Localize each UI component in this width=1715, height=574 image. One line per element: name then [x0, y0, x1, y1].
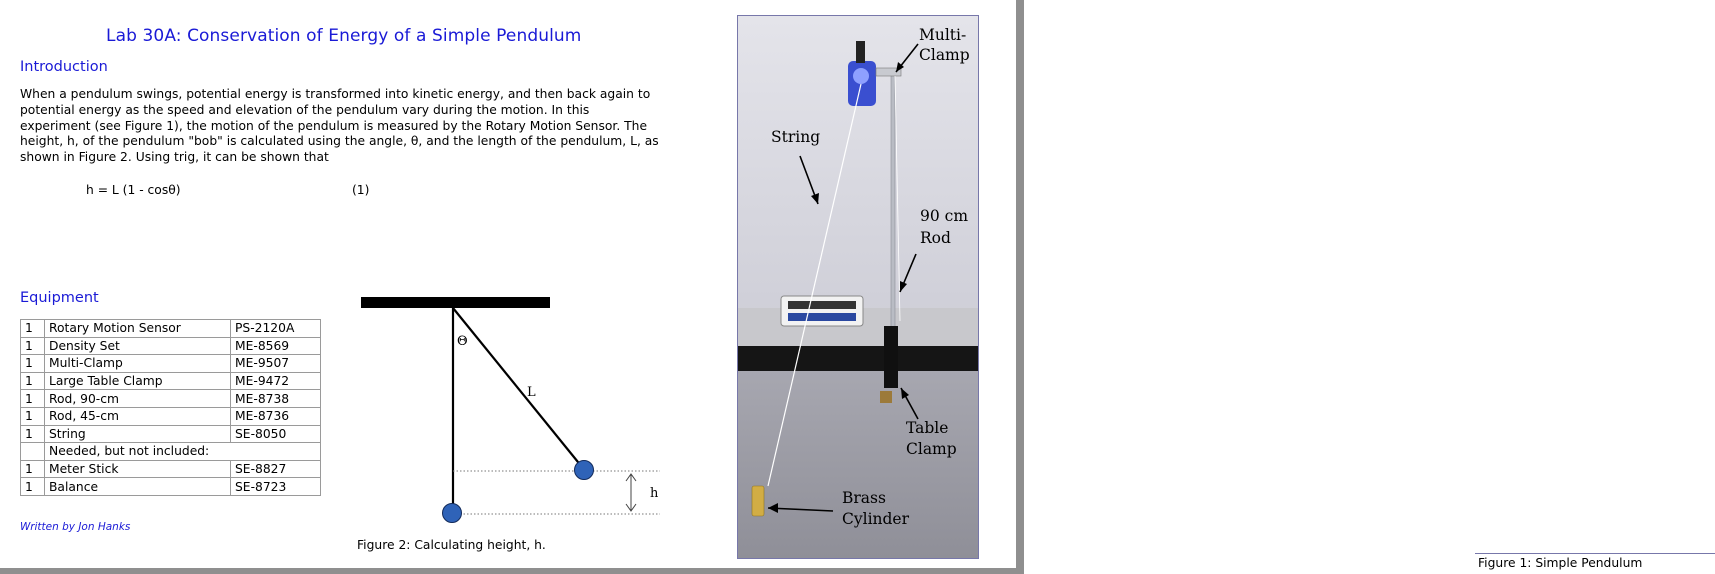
- sensor-mount: [856, 41, 865, 63]
- item-cell: Density Set: [45, 337, 231, 355]
- code-cell: ME-8736: [231, 407, 321, 425]
- lab-title: Lab 30A: Conservation of Energy of a Simple Pendulum: [106, 26, 582, 46]
- rest-bob: [443, 504, 462, 523]
- qty-cell: 1: [21, 425, 45, 443]
- code-cell: ME-9472: [231, 372, 321, 390]
- table-clamp: [884, 326, 898, 388]
- swung-string: [453, 308, 582, 467]
- clamp-screw: [880, 391, 892, 403]
- theta-label: Θ: [457, 334, 468, 349]
- code-cell: SE-8723: [231, 478, 321, 496]
- label-brass-1: Brass: [842, 489, 886, 507]
- pendulum-photo: [737, 15, 1643, 570]
- item-cell: Rod, 45-cm: [45, 407, 231, 425]
- item-cell: Multi-Clamp: [45, 355, 231, 373]
- item-cell: String: [45, 425, 231, 443]
- intro-line: potential energy as the speed and elevation of the pendulum vary during the motion. In this: [20, 102, 590, 117]
- label-table-clamp-2: Clamp: [906, 440, 957, 458]
- interface-ports: [788, 301, 856, 309]
- qty-cell: 1: [21, 478, 45, 496]
- height-equation: h = L (1 - cosθ): [86, 183, 181, 197]
- floor-background: [738, 371, 978, 558]
- intro-line: shown in Figure 2. Using trig, it can be shown that: [20, 150, 329, 165]
- qty-cell: 1: [21, 320, 45, 338]
- brass-cylinder: [752, 486, 764, 516]
- figure1-caption: Figure 1: Simple Pendulum: [1478, 556, 1643, 570]
- intro-line: When a pendulum swings, potential energy is transformed into kinetic energy, and then back again to: [20, 87, 651, 101]
- code-cell: ME-9507: [231, 355, 321, 373]
- code-cell: ME-8738: [231, 390, 321, 408]
- label-multi-clamp-1: Multi-: [919, 26, 967, 44]
- item-cell: Large Table Clamp: [45, 372, 231, 390]
- figure2-caption: Figure 2: Calculating height, h.: [357, 538, 546, 552]
- qty-cell: 1: [21, 460, 45, 478]
- support-bar: [361, 297, 550, 308]
- height-label: h: [650, 486, 659, 501]
- code-cell: SE-8827: [231, 460, 321, 478]
- item-cell: Rod, 90-cm: [45, 390, 231, 408]
- introduction-heading: Introduction: [20, 59, 108, 75]
- interface-panel: [788, 313, 856, 321]
- pendulum-photo-drawing: [738, 16, 978, 558]
- qty-cell: 1: [21, 390, 45, 408]
- qty-cell: 1: [21, 372, 45, 390]
- code-cell: SE-8050: [231, 425, 321, 443]
- author-credit: Written by Jon Hanks: [20, 521, 131, 533]
- item-cell: Balance: [45, 478, 231, 496]
- length-label: L: [527, 385, 536, 400]
- intro-line: experiment (see Figure 1), the motion of the pendulum is measured by the Rotary Motion Sensor. The: [20, 118, 648, 133]
- qty-cell: 1: [21, 355, 45, 373]
- item-cell: Rotary Motion Sensor: [45, 320, 231, 338]
- label-rod-2: Rod: [920, 229, 951, 247]
- label-rod-1: 90 cm: [920, 207, 969, 225]
- code-cell: PS-2120A: [231, 320, 321, 338]
- equation-number: (1): [352, 183, 370, 197]
- label-multi-clamp-2: Clamp: [919, 46, 970, 64]
- label-table-clamp-1: Table: [906, 419, 949, 437]
- intro-line: height, h, of the pendulum "bob" is calculated using the angle, θ, and the length of the pendulum, L, as: [20, 134, 659, 149]
- not-included-note: Needed, but not included:: [45, 443, 321, 461]
- qty-cell: 1: [21, 337, 45, 355]
- interface-box: [781, 296, 863, 326]
- sensor-pulley: [853, 68, 869, 84]
- item-cell: Meter Stick: [45, 460, 231, 478]
- label-string: String: [771, 128, 821, 146]
- code-cell: ME-8569: [231, 337, 321, 355]
- label-brass-2: Cylinder: [842, 510, 910, 528]
- figure1-caption-box: [1475, 553, 1715, 574]
- qty-cell: 1: [21, 407, 45, 425]
- swung-bob: [575, 461, 594, 480]
- equipment-heading: Equipment: [20, 290, 99, 306]
- table-edge: [738, 346, 978, 371]
